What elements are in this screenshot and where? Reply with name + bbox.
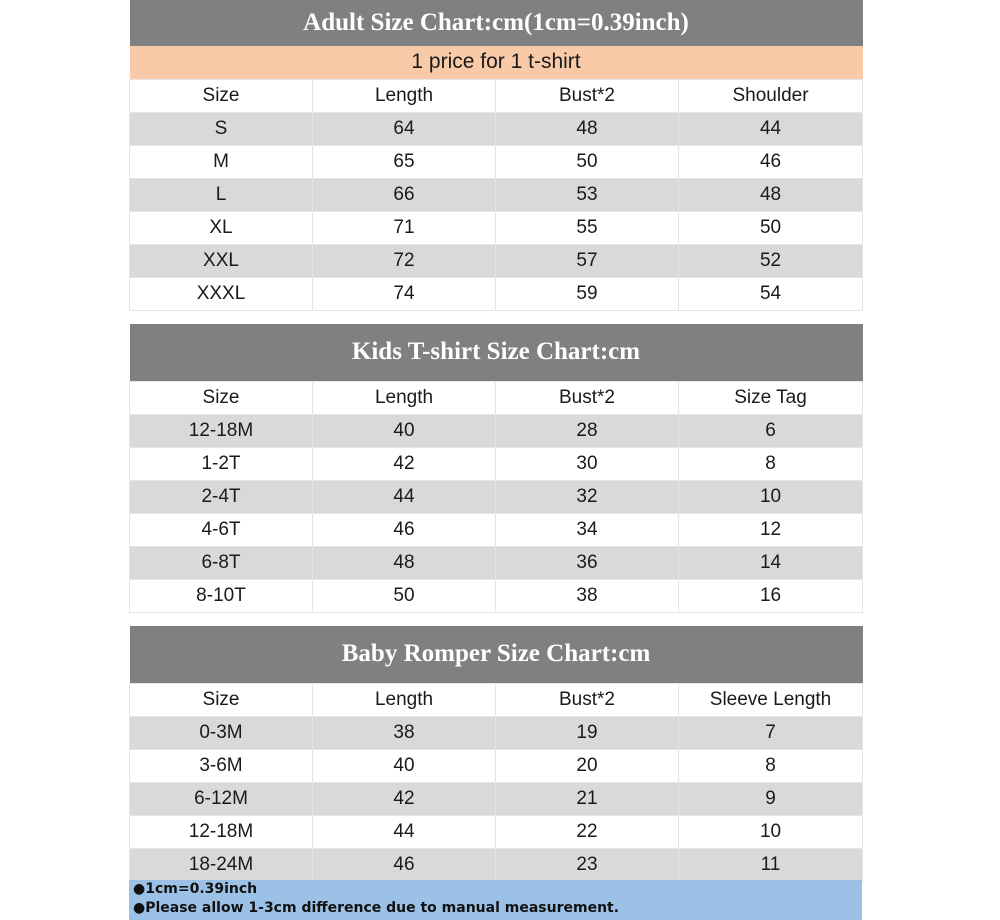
adult-header-row	[130, 79, 863, 112]
table-cell: 40	[313, 414, 496, 447]
table-cell: 19	[496, 716, 679, 749]
table-row	[130, 178, 863, 211]
table-row	[130, 749, 863, 782]
adult-size-table	[129, 0, 863, 311]
table-row	[130, 848, 863, 881]
table-cell: 50	[313, 579, 496, 612]
table-cell: 59	[496, 277, 679, 310]
conversion-note: ●1cm=0.39inch	[133, 881, 258, 897]
table-cell: 50	[496, 145, 679, 178]
baby-header-row	[130, 683, 863, 716]
table-row	[130, 211, 863, 244]
table-cell: L	[130, 178, 313, 211]
table-row	[130, 277, 863, 310]
table-cell: XXXL	[130, 277, 313, 310]
table-cell: 40	[313, 749, 496, 782]
table-cell: 57	[496, 244, 679, 277]
column-header: Bust*2	[496, 381, 679, 414]
table-cell: 1-2T	[130, 447, 313, 480]
table-cell: 38	[313, 716, 496, 749]
table-row	[130, 546, 863, 579]
table-cell: 65	[313, 145, 496, 178]
table-row	[130, 244, 863, 277]
table-cell: 4-6T	[130, 513, 313, 546]
column-header: Size Tag	[679, 381, 863, 414]
table-cell: 46	[313, 848, 496, 881]
table-cell: 38	[496, 579, 679, 612]
kids-table-title: Kids T-shirt Size Chart:cm	[130, 324, 863, 381]
table-cell: 0-3M	[130, 716, 313, 749]
table-cell: 32	[496, 480, 679, 513]
table-cell: 53	[496, 178, 679, 211]
table-cell: 55	[496, 211, 679, 244]
table-cell: 66	[313, 178, 496, 211]
table-row	[130, 112, 863, 145]
column-header: Size	[130, 683, 313, 716]
table-cell: 10	[679, 480, 863, 513]
baby-size-table	[129, 626, 863, 882]
table-cell: 30	[496, 447, 679, 480]
table-cell: S	[130, 112, 313, 145]
table-cell: 14	[679, 546, 863, 579]
table-cell: 48	[496, 112, 679, 145]
table-cell: 72	[313, 244, 496, 277]
table-row	[130, 815, 863, 848]
column-header: Bust*2	[496, 79, 679, 112]
column-header: Shoulder	[679, 79, 863, 112]
table-cell: 22	[496, 815, 679, 848]
table-cell: 7	[679, 716, 863, 749]
column-header: Bust*2	[496, 683, 679, 716]
table-cell: 42	[313, 447, 496, 480]
table-cell: XXL	[130, 244, 313, 277]
table-cell: M	[130, 145, 313, 178]
table-cell: 12	[679, 513, 863, 546]
table-cell: 23	[496, 848, 679, 881]
table-cell: 21	[496, 782, 679, 815]
table-cell: 44	[313, 480, 496, 513]
table-cell: 6	[679, 414, 863, 447]
table-cell: 8	[679, 447, 863, 480]
table-cell: 46	[679, 145, 863, 178]
column-header: Length	[313, 683, 496, 716]
table-cell: 42	[313, 782, 496, 815]
table-cell: 54	[679, 277, 863, 310]
table-cell: 28	[496, 414, 679, 447]
price-note: 1 price for 1 t-shirt	[130, 46, 863, 79]
table-cell: 3-6M	[130, 749, 313, 782]
table-cell: 44	[679, 112, 863, 145]
table-cell: 8	[679, 749, 863, 782]
table-cell: 2-4T	[130, 480, 313, 513]
table-cell: 52	[679, 244, 863, 277]
adult-table-title: Adult Size Chart:cm(1cm=0.39inch)	[130, 0, 863, 46]
table-cell: 16	[679, 579, 863, 612]
table-cell: 34	[496, 513, 679, 546]
table-cell: 11	[679, 848, 863, 881]
table-cell: 50	[679, 211, 863, 244]
table-cell: 74	[313, 277, 496, 310]
measurement-disclaimer: ●Please allow 1-3cm difference due to manual measurement.	[133, 900, 620, 916]
table-cell: 6-8T	[130, 546, 313, 579]
table-row	[130, 145, 863, 178]
adult-title-row	[130, 0, 863, 46]
measurement-notes	[129, 880, 862, 920]
table-cell: 6-12M	[130, 782, 313, 815]
table-cell: 48	[679, 178, 863, 211]
table-cell: 71	[313, 211, 496, 244]
table-row	[130, 716, 863, 749]
baby-title-row	[130, 626, 863, 683]
table-cell: 10	[679, 815, 863, 848]
kids-size-table	[129, 324, 863, 613]
column-header: Size	[130, 79, 313, 112]
column-header: Length	[313, 381, 496, 414]
table-row	[130, 513, 863, 546]
table-cell: 44	[313, 815, 496, 848]
kids-header-row	[130, 381, 863, 414]
baby-table-title: Baby Romper Size Chart:cm	[130, 626, 863, 683]
table-row	[130, 447, 863, 480]
table-cell: 8-10T	[130, 579, 313, 612]
table-cell: 12-18M	[130, 414, 313, 447]
table-row	[130, 414, 863, 447]
table-cell: 48	[313, 546, 496, 579]
table-cell: 36	[496, 546, 679, 579]
table-cell: 18-24M	[130, 848, 313, 881]
table-row	[130, 579, 863, 612]
table-cell: XL	[130, 211, 313, 244]
table-cell: 12-18M	[130, 815, 313, 848]
table-row	[130, 480, 863, 513]
column-header: Size	[130, 381, 313, 414]
adult-note-row	[130, 46, 863, 79]
column-header: Length	[313, 79, 496, 112]
column-header: Sleeve Length	[679, 683, 863, 716]
table-cell: 64	[313, 112, 496, 145]
table-row	[130, 782, 863, 815]
kids-title-row	[130, 324, 863, 381]
table-cell: 46	[313, 513, 496, 546]
table-cell: 9	[679, 782, 863, 815]
table-cell: 20	[496, 749, 679, 782]
